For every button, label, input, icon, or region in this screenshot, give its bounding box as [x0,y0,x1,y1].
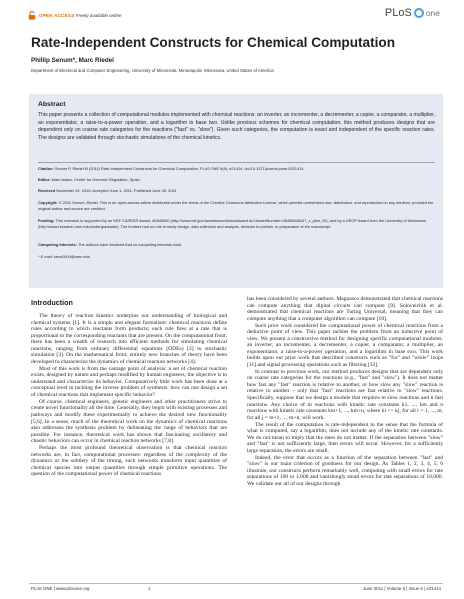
right-paragraph: Such prior work considered the computational power of chemical reactions from a deductive point of view. This paper tackles the problem from an inductive point of view. We present a constructive method for designing specific computational modules: an inverter, an incrementer, a decrementer, a copier, a comparator, a multiplier, an exponentiator, a raise-to-a-power operation, and a logarithm in base two. This work builds upon our prior work that described constructs such as "for" and "while" loops [11] and signal processing operations such as filtering [12]. [247,322,443,368]
journal-logo [385,7,440,19]
affiliation: Department of Electrical and Computer Engineering, University of Minnesota, Minneapolis, Minnesota, United States of America [31,68,274,73]
copyright-text: © 2011 Senum, Riedel. This is an open-access article distributed under the terms of the Creative Commons Attribution License, which permits unrestricted use, distribution, and reproduction in any medium, provided the original author and source are credited. [38,200,434,211]
ring-icon [414,8,424,18]
abstract-divider [38,162,435,163]
open-access-badge [28,11,121,20]
journal-logo-suffix: one [425,8,440,18]
competing-label: Competing Interests: [38,242,77,247]
freely-available-label: Freely available online [75,13,122,18]
access-label: ACCESS [54,13,75,18]
right-paragraph: Indeed, the error that occurs as a function of the separation between "fast" and "slow" is our main criterion of goodness for our design. As Tables 1, 2, 3, 4, 5, 6 illustrate, our constructs perform remarkably well, computing with small errors for rate separations of 100 or 1,000 and vanishingly small errors for rate separations of 10,000. We validate our all of our designs through [247,454,443,487]
editor-label: Editor: [38,177,51,182]
abstract-text: This paper presents a collection of computational modules implemented with chemical reactions: an inverter, an incrementer, a decrementer, a copier, a comparator, a multiplier, an exponentiator, a raise-to-a-power operation, and a logarithm in base two. Unlike previous schemes for chemical computation, this method produces designs that are dependent only on coarse rate categories for the reactions ("fast" vs. "slow"). Given such categories, the computation is exact and independent of the specific reaction rates. The designs are validated through stochastic simulations of the chemical kinetics. [38,112,435,141]
footer-rule [29,583,443,584]
authors: Phillip Senum*, Marc Riedel [31,57,114,64]
abstract-heading: Abstract [38,101,66,108]
footer-journal: PLoS ONE | www.plosone.org [31,586,90,591]
open-lock-icon [28,11,36,20]
funding-text: This research is supported by an NSF CAREER Award, #0845650 (http://www.nsf.gov/awardsearch/showAward.do?AwardNumber=0845650&WT_z_pbm_ID), and by a UROP Award from the University of Minnesota (http://www.research.umn.edu/undergraduate/). The funders had no role in study design, data collection and analysis, decision to publish, or preparation of the manuscript. [38,218,426,229]
footer-issue: June 2011 | Volume 6 | Issue 6 | e21414 [362,586,441,591]
dates-text: November 24, 2010; Accepted June 1, 2011; Published June 30, 2011 [56,188,177,193]
email-text: * E-mail: senu0004@umn.edu [38,254,90,259]
right-paragraph: In contrast to previous work, our method produces designs that are dependent only on coarse rate categories for the reactions (e.g., "fast" and "slow"). It does not matter how fast any "fast" reaction is relative to another, or how slow any "slow" reaction is relative to another – only that "fast" reactions are fast relative to "slow" reactions. Specifically, suppose that we design a module that requires m slow reactions and n fast reactions. Any choice of m reactions with kinetic rate constants k1, ..., km and n reactions with kinetic rate constants km+1, ..., km+n, where ki << kj, for all i = 1, ..., m, for all j = m+1, ..., m+n, will work. [247,368,443,421]
dates-label: Received [38,188,56,193]
citation-label: Citation: [38,166,54,171]
citation-line [38,166,435,172]
left-paragraph: Most of this work is from the vantage point of analysis: a set of chemical reaction exists, designed by nature and perhaps modified by human engineers; the objective is to understand and characterize its behavior. Comparatively little work has been done at a conceptual level in tackling the inverse problem of synthesis: how can one design a set of chemical reactions that implement specific behavior? [31,365,227,398]
editor-line [38,177,435,183]
citation-text: Senum P, Riedel M (2011) Rate-Independent Constructs for Chemical Computation. PLoS ONE 6(6): e21414. doi:10.1371/journal.pone.0021414 [54,166,304,171]
left-paragraph: Perhaps the most profound theoretical observation is that chemical reaction networks are, in fact, computational processes: regardless of the complexity of the dynamics or the subtlety of the timing, such networks transform input quantities of chemical species into output quantities through simple primitive operations. The question of the computational power of chemical reactions [31,445,227,478]
competing-text: The authors have declared that no competing interests exist. [77,242,183,247]
funding-line [38,218,435,229]
email-line [38,254,435,260]
right-column [247,296,443,487]
journal-logo-text: PLoS [384,7,412,19]
right-paragraph: The result of the computation is rate-independent in the sense that the formula of what is computed, say a logarithm, does not include any of the kinetic rate constants. We do not mean to imply that the rates do not matter. If the separation between "slow" and "fast" is not sufficiently large, then errors will occur. However, for a sufficiently large separation, the errors are small. [247,421,443,454]
right-paragraph: has been considered by several authors. Magnasco demonstrated that chemical reactions can compute anything that digital circuits can compute [9]. Soloveichik et al. demonstrated that chemical reactions are Turing Universal, meaning that they can compute anything that a computer algorithm can compute [10]. [247,296,443,322]
introduction-heading: Introduction [31,298,73,307]
left-column [31,313,227,478]
left-paragraph: Of course, chemical engineers, genetic engineers and other practitioners strive to create novel functionality all the time. Generally, they begin with existing processes and pathways and modify these experimentally to achieve the desired new functionality [5,6]. In a sense, much of the theoretical work on the dynamics of chemical reactions also addresses the synthesis problem by delineating the range of behaviors that are possible. For instance, theoretical work has shown that fascinating oscillatory and chaotic behaviors can occur in chemical reaction networks [7,8]. [31,398,227,445]
dates-line [38,188,435,194]
left-paragraph: The theory of reaction kinetics underpins our understanding of biological and chemical systems [1]. It is a simple and elegant formalism: chemical reactions define rules according to which reactants form products; each rule fires at a rate that is proportional to the corresponding reactants that are present. On the computational front, there has been a wealth of research into efficient methods for simulating chemical reactions, ranging from ordinary differential equations (ODEs) [2] to stochastic simulation [3]. On the mathematical front, entirely new branches of theory have been developed to characterize the dynamics of chemical reaction networks [4]. [31,313,227,365]
open-access-label: OPEN [39,13,53,18]
editor-text: Marc Isalan, Center for Genomic Regulation, Spain [51,177,140,182]
copyright-line [38,200,435,211]
funding-label: Funding: [38,218,55,223]
competing-interests-line [38,242,435,248]
paper-title: Rate-Independent Constructs for Chemical Computation [31,35,396,50]
journal-header [28,9,440,25]
copyright-label: Copyright: [38,200,58,205]
page-number: 1 [148,586,151,591]
